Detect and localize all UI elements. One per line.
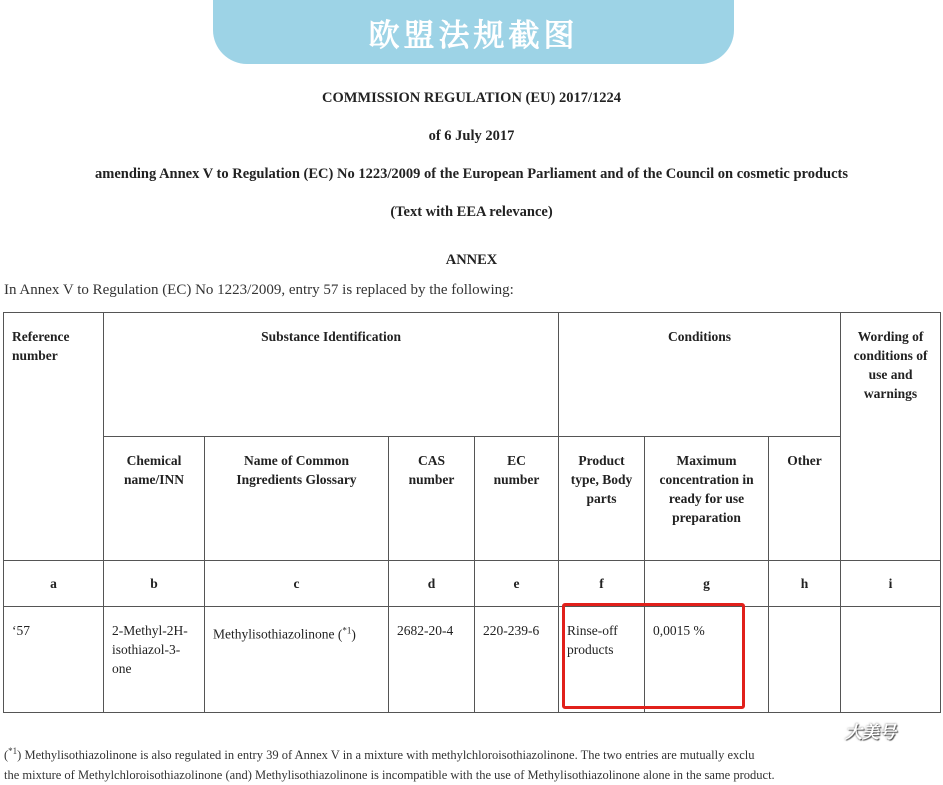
header-other: Other xyxy=(769,437,841,561)
column-letter: c xyxy=(205,561,389,607)
intro-text: In Annex V to Regulation (EC) No 1223/2009, entry 57 is replaced by the following: xyxy=(4,282,514,298)
header-product-type: Product type, Body parts xyxy=(559,437,645,561)
banner-title: 欧盟法规截图 xyxy=(368,17,579,54)
footnote xyxy=(4,741,943,785)
cell-reference: ‘57 xyxy=(4,607,104,713)
cell-cas-number: 2682-20-4 xyxy=(389,607,475,713)
date-line: of 6 July 2017 xyxy=(428,128,515,144)
header-reference-number: Reference number xyxy=(4,313,104,561)
column-letter: b xyxy=(104,561,205,607)
header-chemical-name: Chemical name/INN xyxy=(104,437,205,561)
footnote-ref-marker: *1 xyxy=(342,625,352,635)
highlight-box xyxy=(562,603,745,709)
eea-relevance: (Text with EEA relevance) xyxy=(390,204,553,220)
footnote-text-1: Methylisothiazolinone is also regulated in entry 39 of Annex V in a mixture with methylchloroisothiazolinone. The two entries are mutually exclu xyxy=(24,748,755,763)
column-letter: a xyxy=(4,561,104,607)
cell-product-type: Rinse-off products xyxy=(559,607,645,713)
annex-heading: ANNEX xyxy=(445,252,498,268)
header-max-concentration: Maximum concentration in ready for use preparation xyxy=(645,437,769,561)
common-name-text: Methylisothiazolinone xyxy=(213,626,335,642)
header-cas-number: CAS number xyxy=(389,437,475,561)
footnote-line-1: ($^{*1}$) Methylisothiazolinone is also regulated in entry 39 of Annex V in a mixture with methylchloroisothiazolinone. The two entries are mutually exclu xyxy=(4,746,755,763)
header-wording xyxy=(841,313,941,561)
cell-other xyxy=(769,607,841,713)
footnote-ref: ($^{*1}$) xyxy=(337,625,356,642)
banner xyxy=(213,0,734,64)
column-letter: h xyxy=(769,561,841,607)
header-ec-number: EC number xyxy=(475,437,559,561)
cell-chemical-name: 2-Methyl-2H-isothiazol-3-one xyxy=(104,607,205,713)
cell-max-concentration: 0,0015 % xyxy=(645,607,769,713)
regulation-title: COMMISSION REGULATION (EU) 2017/1224 xyxy=(321,90,621,106)
footnote-text-2: the mixture of Methylchloroisothiazolinone (and) Methylisothiazolinone is incompatible with the use of Methylisothiazolinone alone in the same product. xyxy=(4,768,775,783)
footnote-marker: *1 xyxy=(8,746,18,756)
column-letter: f xyxy=(559,561,645,607)
cell-common-name xyxy=(205,607,389,713)
column-letter: e xyxy=(475,561,559,607)
column-letter: i xyxy=(841,561,941,607)
header-common-name: Name of Common Ingredients Glossary xyxy=(205,437,389,561)
header-conditions: Conditions xyxy=(559,313,841,437)
cell-ec-number: 220-239-6 xyxy=(475,607,559,713)
watermark: 大美号 xyxy=(845,723,896,743)
annex-table xyxy=(3,312,941,713)
header-substance-identification: Substance Identification xyxy=(104,313,559,437)
regulation-subject: amending Annex V to Regulation (EC) No 1223/2009 of the European Parliament and of the Council on cosmetic products xyxy=(95,166,848,182)
cell-wording xyxy=(841,607,941,713)
column-letter: d xyxy=(389,561,475,607)
column-letter: g xyxy=(645,561,769,607)
header-wording-label: Wording of conditions of use and warnings xyxy=(853,329,928,401)
